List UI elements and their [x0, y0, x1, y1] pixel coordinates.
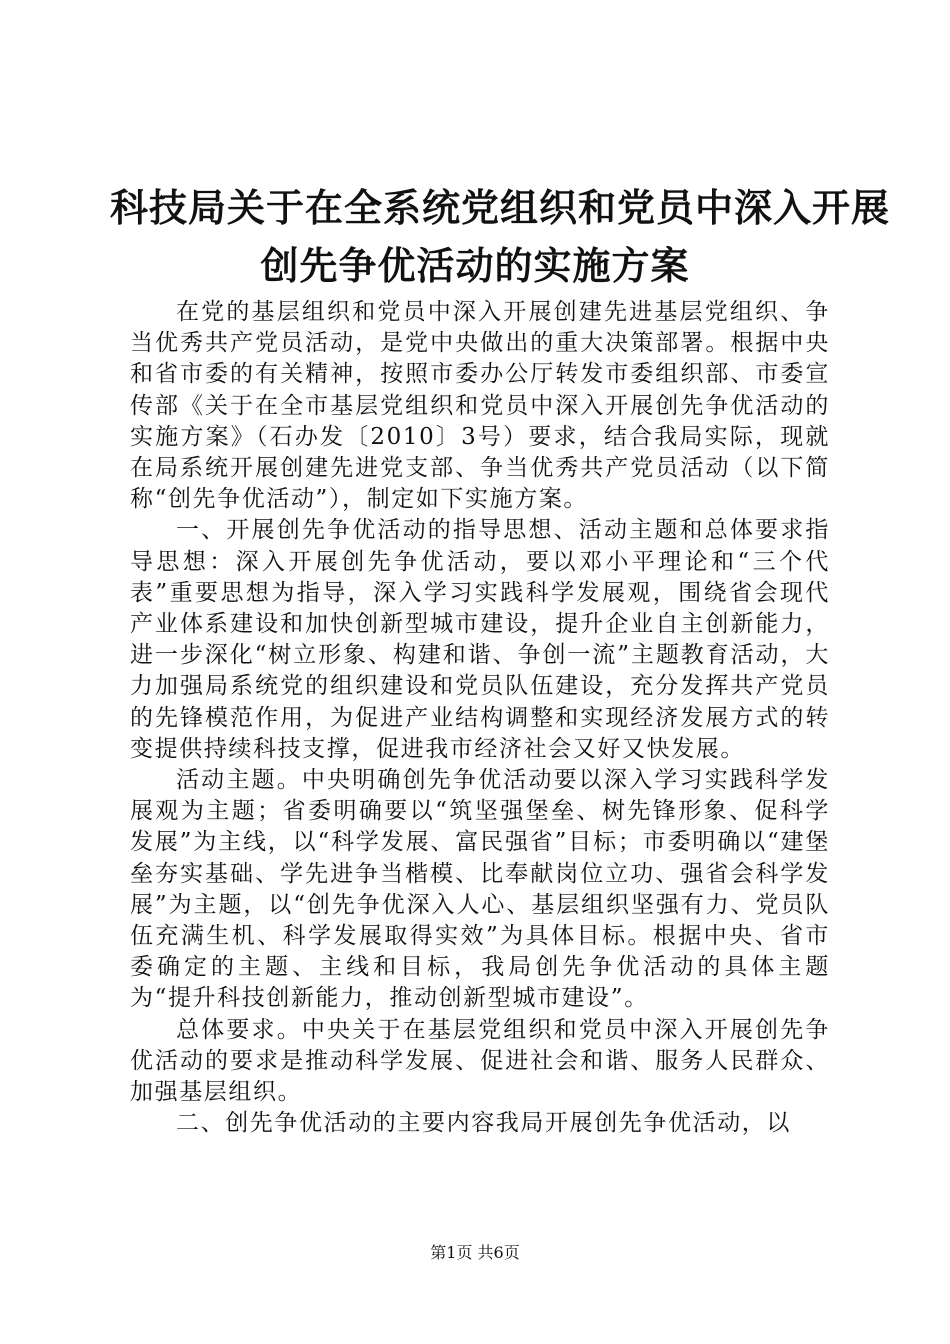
paragraph-main-content: 二、创先争优活动的主要内容我局开展创先争优活动，以 — [176, 1110, 791, 1137]
document-title-line-2: 创先争优活动的实施方案 — [260, 244, 690, 288]
page-number-footer: 第1页 共6页 — [430, 1243, 520, 1262]
paragraph-activity-theme: 活动主题。中央明确创先争优活动要以深入学习实践科学发展观为主题；省委明确要以“筑坚强堡垒、树先锋形象、促科学发展”为主线，以“科学发展、富民强省”目标；市委明确以“建堡垒夯实基础、学先进争当楷模、比奉献岗位立功、强省会科学发展”为主题，以“创先争优深入人心、基层组织坚强有力、党员队伍充满生机、科学发展取得实效”为具体目标。根据中央、省市委确定的主题、主线和目标，我局创先争优活动的具体主题为“提升科技创新能力，推动创新型城市建设”。 — [130, 767, 830, 1012]
document-body — [130, 297, 830, 1139]
paragraph-intro: 在党的基层组织和党员中深入开展创建先进基层党组织、争当优秀共产党员活动，是党中央做出的重大决策部署。根据中央和省市委的有关精神，按照市委办公厅转发市委组织部、市委宣传部《关于在全市基层党组织和党员中深入开展创先争优活动的实施方案》（石办发〔2010〕3号）要求，结合我局实际，现就在局系统开展创建先进党支部、争当优秀共产党员活动（以下简称“创先争优活动”），制定如下实施方案。 — [130, 299, 830, 513]
document-title-line-1: 科技局关于在全系统党组织和党员中深入开展 — [110, 186, 891, 230]
paragraph-guiding-ideology: 一、开展创先争优活动的指导思想、活动主题和总体要求指导思想：深入开展创先争优活动，要以邓小平理论和“三个代表”重要思想为指导，深入学习实践科学发展观，围绕省会现代产业体系建设和加快创新型城市建设，提升企业自主创新能力，进一步深化“树立形象、构建和谐、争创一流”主题教育活动，大力加强局系统党的组织建设和党员队伍建设，充分发挥共产党员的先锋模范作用，为促进产业结构调整和实现经济发展方式的转变提供持续科技支撑，促进我市经济社会又好又快发展。 — [130, 517, 830, 762]
paragraph-overall-requirements: 总体要求。中央关于在基层党组织和党员中深入开展创先争优活动的要求是推动科学发展、促进社会和谐、服务人民群众、加强基层组织。 — [130, 1016, 830, 1106]
